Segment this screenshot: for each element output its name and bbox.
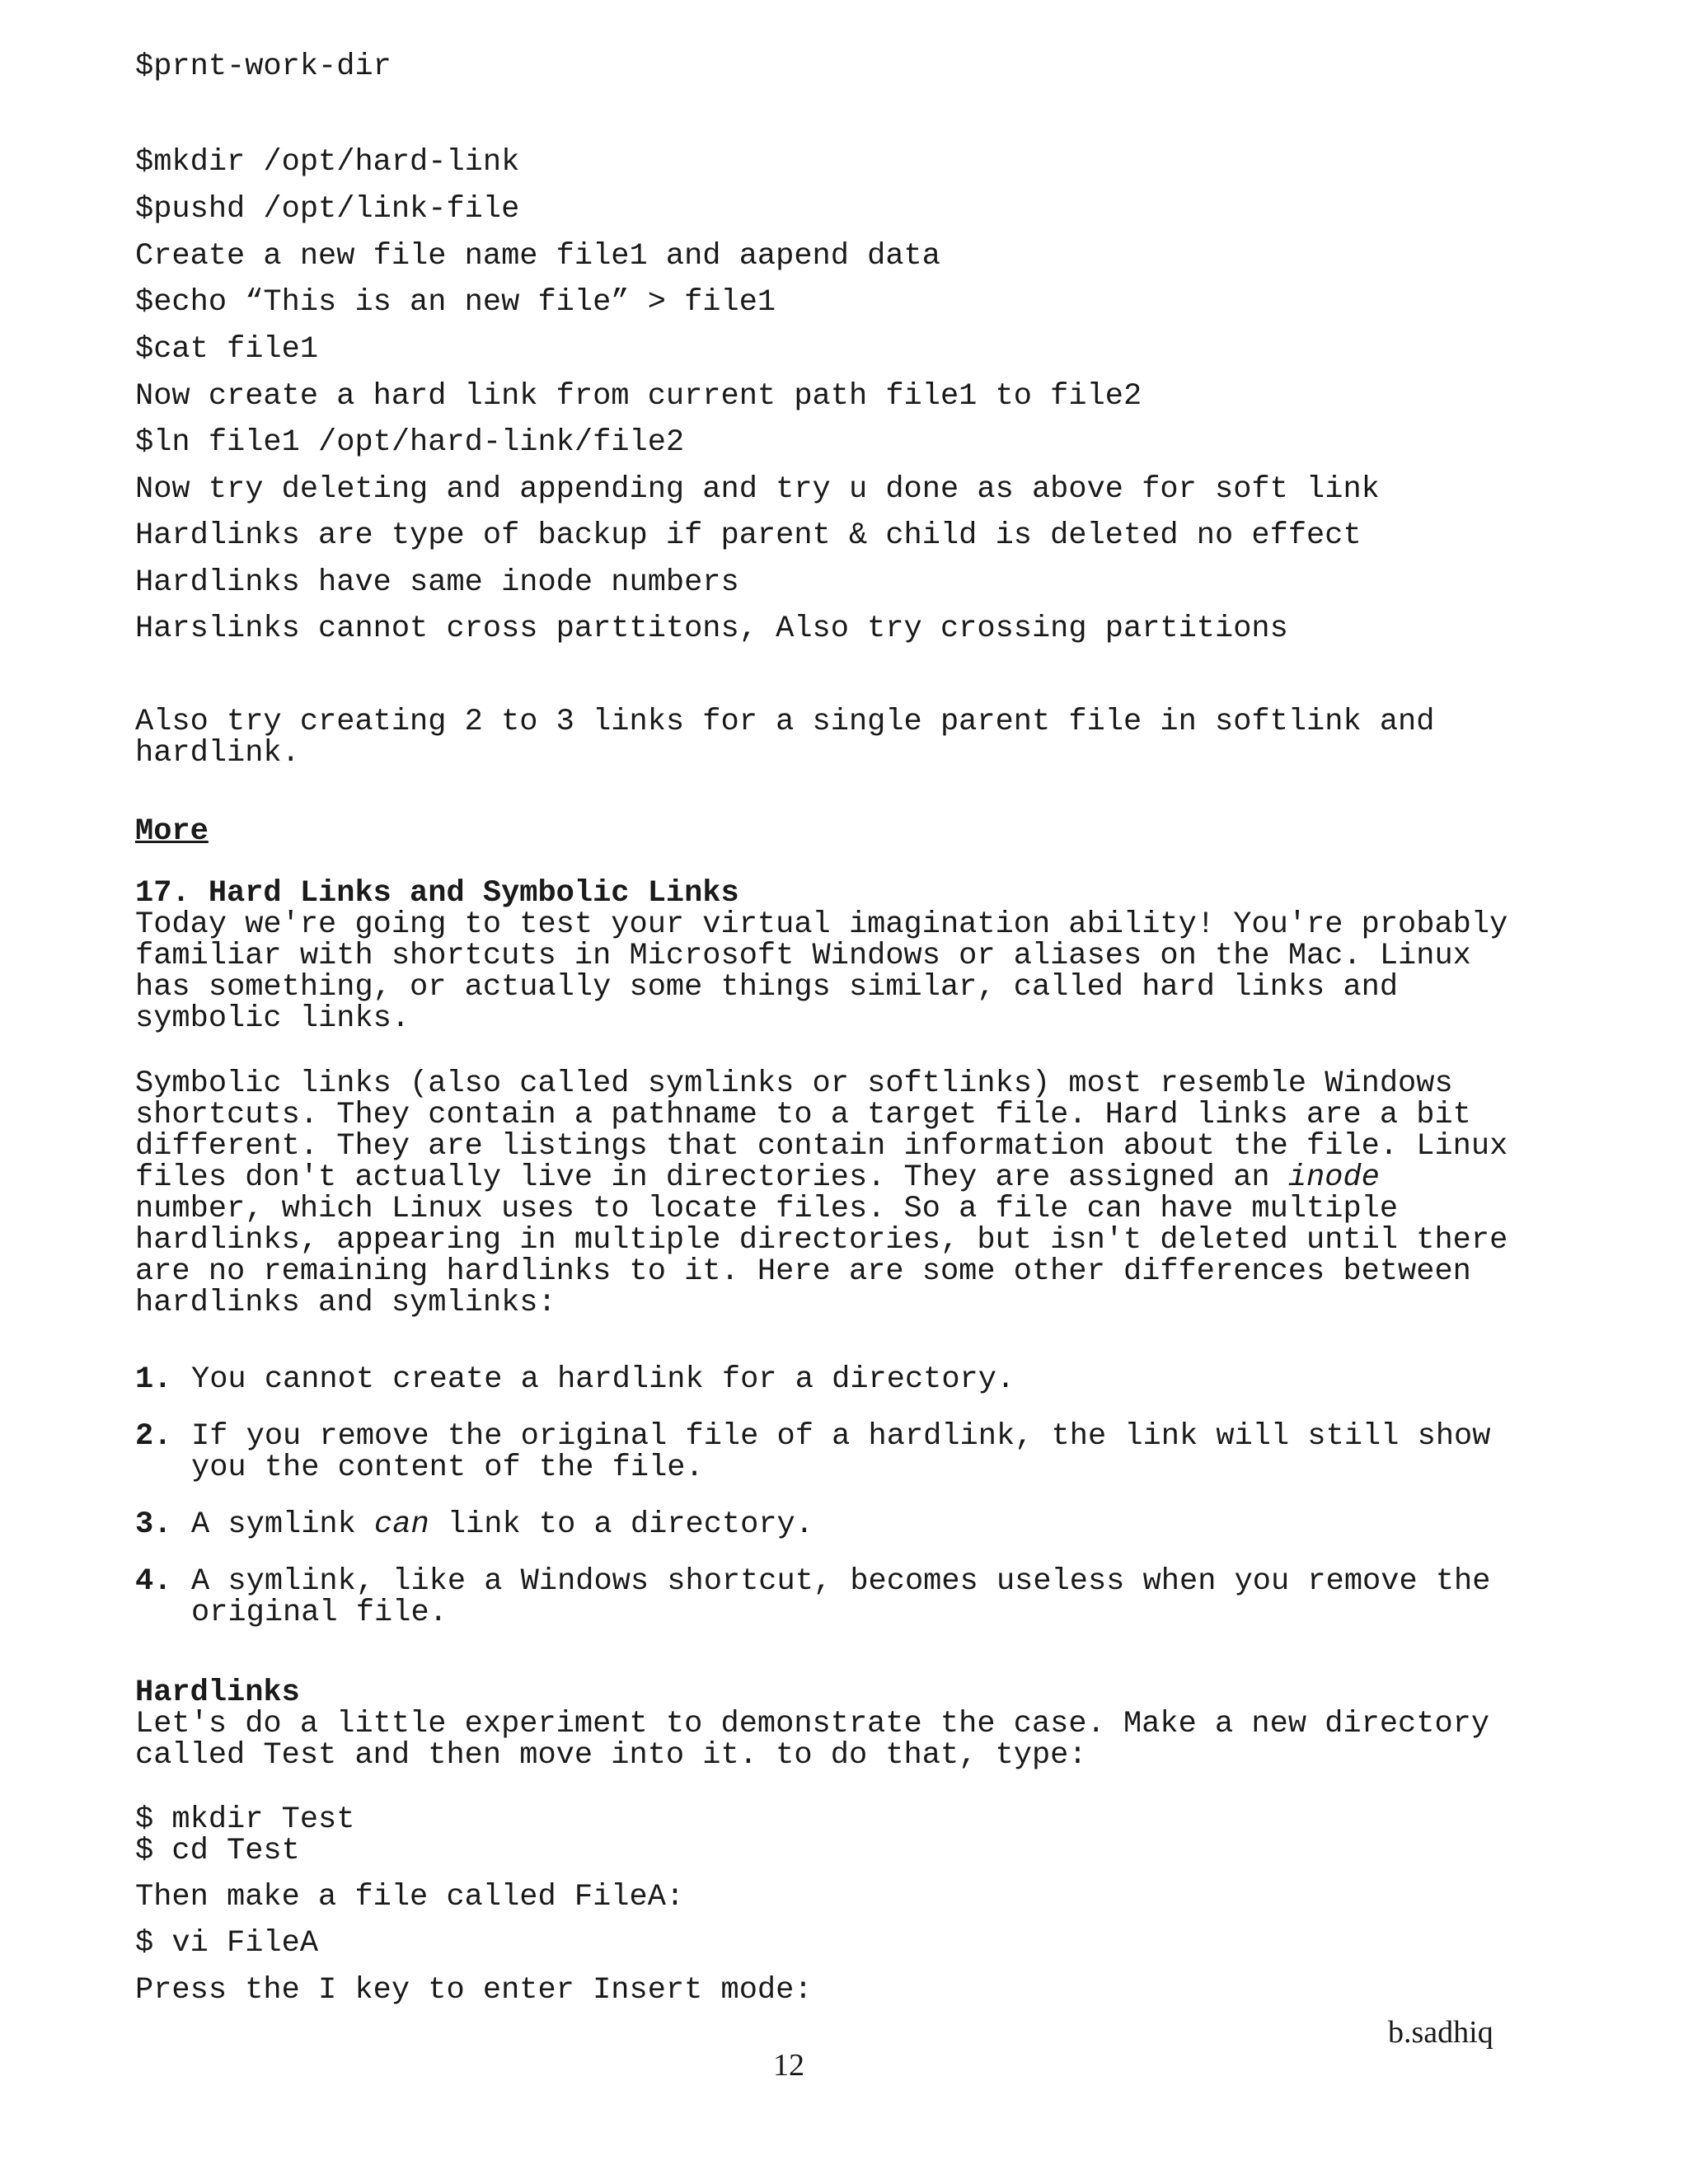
intro-paragraph: Today we're going to test your virtual imagination ability! You're probably familiar with shortcuts in Microsoft Windows or aliases on the Mac. Linux has something, or actually some things similar, called hard links and symbolic links. xyxy=(135,907,1508,1036)
symlink-paragraph xyxy=(135,1068,1569,1319)
footer-author: b.sadhiq xyxy=(1388,2015,1493,2050)
command-line: $ln file1 /opt/hard-link/file2 xyxy=(135,425,685,460)
hardlinks-heading: Hardlinks xyxy=(135,1675,300,1710)
symlink-text-after: number, which Linux uses to locate files. So a file can have multiple hardlinks, appearing in multiple directories, but isn't deleted until there are no remaining hardlinks to it. Here are some other differences between hardlinks and symlinks: xyxy=(135,1192,1508,1320)
note-line: Hardlinks are type of backup if parent & child is deleted no effect xyxy=(135,518,1362,553)
list-text-before: A symlink xyxy=(191,1507,375,1542)
list-text: If you remove the original file of a hardlink, the link will still show you the content of the file. xyxy=(191,1419,1491,1485)
command-line: $prnt-work-dir xyxy=(135,49,392,84)
instruction-line: Now create a hard link from current path file1 to file2 xyxy=(135,379,1142,414)
command-line: $mkdir /opt/hard-link xyxy=(135,145,520,180)
list-text xyxy=(191,1509,1569,1540)
list-text-after: link to a directory. xyxy=(429,1507,814,1542)
instruction-line: Then make a file called FileA: xyxy=(135,1880,685,1915)
can-emphasis: can xyxy=(374,1507,429,1542)
section-title: 17. Hard Links and Symbolic Links xyxy=(135,876,739,911)
command-line: $ vi FileA xyxy=(135,1926,319,1961)
list-number: 2. xyxy=(135,1419,172,1454)
command-block: $ mkdir Test $ cd Test xyxy=(135,1802,355,1868)
more-heading: More xyxy=(135,814,209,849)
list-number: 1. xyxy=(135,1362,172,1397)
command-line: $pushd /opt/link-file xyxy=(135,192,520,227)
also-try-paragraph: Also try creating 2 to 3 links for a single parent file in softlink and hardlink. xyxy=(135,705,1435,771)
list-number: 3. xyxy=(135,1507,172,1542)
list-text: You cannot create a hardlink for a directory. xyxy=(191,1362,1015,1397)
instruction-line: Create a new file name file1 and aapend data xyxy=(135,239,940,274)
note-line: Harslinks cannot cross parttitons, Also try crossing partitions xyxy=(135,612,1288,646)
list-text: A symlink, like a Windows shortcut, becomes useless when you remove the original file. xyxy=(191,1564,1491,1630)
command-line: $echo “This is an new file” > file1 xyxy=(135,285,776,320)
command-line: $cat file1 xyxy=(135,332,319,367)
list-number: 4. xyxy=(135,1564,172,1599)
page-number: 12 xyxy=(773,2048,804,2083)
instruction-line: Now try deleting and appending and try u done as above for soft link xyxy=(135,472,1380,507)
note-line: Hardlinks have same inode numbers xyxy=(135,565,739,600)
inode-emphasis: inode xyxy=(1287,1160,1380,1195)
symlink-text-before: Symbolic links (also called symlinks or softlinks) most resemble Windows shortcuts. They contain a pathname to a target file. Hard links are a bit different. They are listings that contain information about the file. Linux files don't actually live in directories. They are assigned an xyxy=(135,1066,1508,1195)
hardlinks-paragraph: Let's do a little experiment to demonstrate the case. Make a new directory called Test and then move into it. to do that, type: xyxy=(135,1707,1490,1773)
instruction-line: Press the I key to enter Insert mode: xyxy=(135,1973,813,2008)
